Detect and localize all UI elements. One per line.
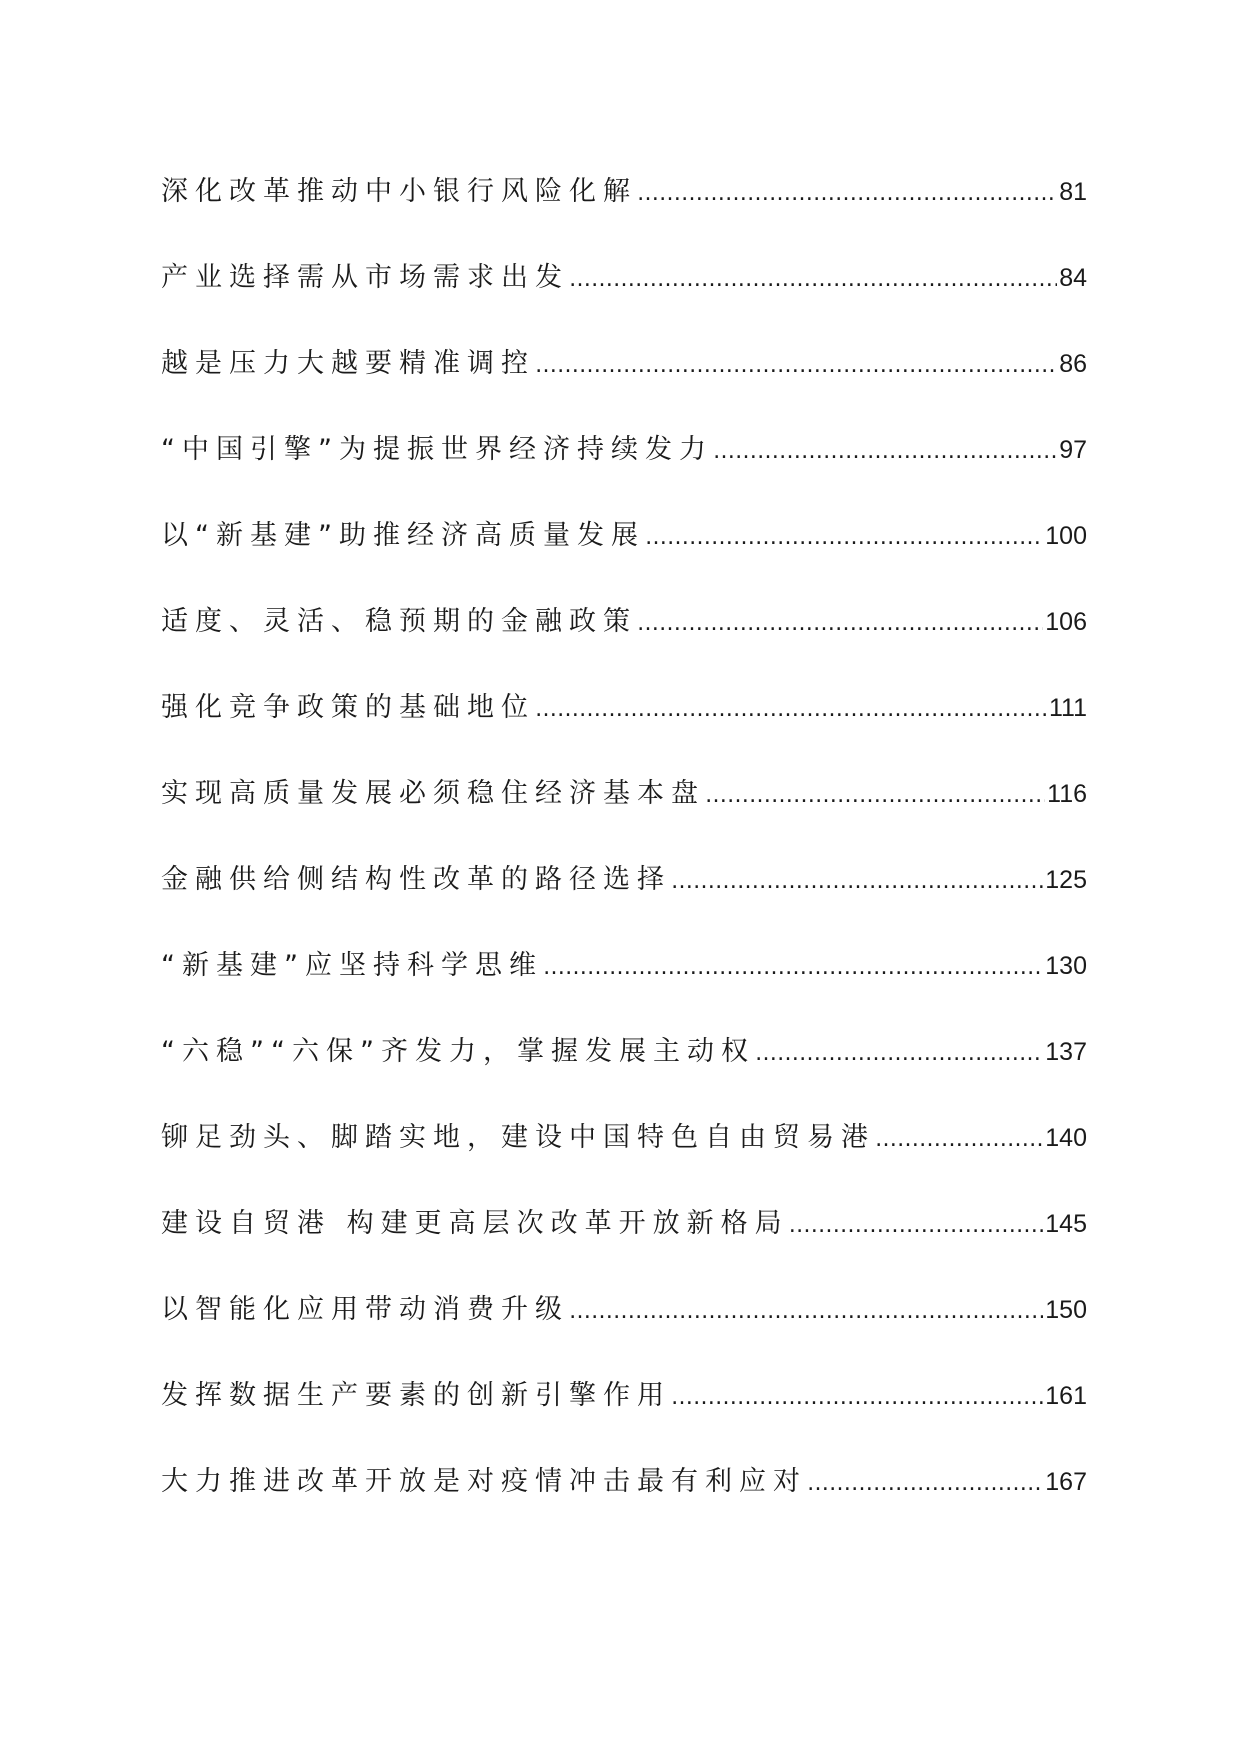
toc-page-number: 145 xyxy=(1045,1210,1087,1238)
toc-entry-title: “中国引擎”为提振世界经济持续发力 xyxy=(161,434,713,465)
toc-entry-title: 越是压力大越要精准调控 xyxy=(161,348,535,379)
toc-page-number: 150 xyxy=(1045,1296,1087,1324)
toc-entry-title: 强化竞争政策的基础地位 xyxy=(161,692,535,723)
toc-page-number: 97 xyxy=(1059,436,1087,464)
toc-entry-title: 金融供给侧结构性改革的路径选择 xyxy=(161,864,671,895)
toc-entry[interactable] xyxy=(161,172,1087,258)
toc-page-number: 161 xyxy=(1045,1382,1087,1410)
toc-page-number: 140 xyxy=(1045,1124,1087,1152)
toc-entry-title: “六稳”“六保”齐发力，掌握发展主动权 xyxy=(161,1036,755,1067)
toc-dot-leader xyxy=(569,1292,1043,1332)
toc-page-number: 130 xyxy=(1045,952,1087,980)
toc-dot-leader xyxy=(637,174,1057,214)
toc-entry[interactable] xyxy=(161,516,1087,602)
toc-dot-leader xyxy=(755,1034,1043,1074)
toc-entry[interactable] xyxy=(161,1118,1087,1204)
toc-entry[interactable] xyxy=(161,430,1087,516)
toc-entry[interactable] xyxy=(161,1290,1087,1376)
toc-dot-leader xyxy=(671,862,1043,902)
toc-entry-title: 建设自贸港 构建更高层次改革开放新格局 xyxy=(161,1208,789,1239)
toc-dot-leader xyxy=(713,432,1057,472)
toc-page-number: 167 xyxy=(1045,1468,1087,1496)
toc-entry[interactable] xyxy=(161,860,1087,946)
toc-page-number: 111 xyxy=(1048,694,1087,722)
toc-dot-leader xyxy=(807,1464,1043,1504)
toc-entry[interactable] xyxy=(161,774,1087,860)
toc-dot-leader xyxy=(705,776,1045,816)
toc-entry-title: “新基建”应坚持科学思维 xyxy=(161,950,543,981)
toc-entry-title: 以智能化应用带动消费升级 xyxy=(161,1294,569,1325)
toc-entry-title: 产业选择需从市场需求出发 xyxy=(161,262,569,293)
toc-entry[interactable] xyxy=(161,258,1087,344)
toc-page-number: 125 xyxy=(1045,866,1087,894)
toc-entry[interactable] xyxy=(161,1204,1087,1290)
toc-dot-leader xyxy=(543,948,1043,988)
toc-dot-leader xyxy=(535,346,1057,386)
toc-entry-title: 铆足劲头、脚踏实地，建设中国特色自由贸易港 xyxy=(161,1122,875,1153)
toc-entry-title: 以“新基建”助推经济高质量发展 xyxy=(161,520,645,551)
toc-dot-leader xyxy=(645,518,1043,558)
toc-entry-title: 大力推进改革开放是对疫情冲击最有利应对 xyxy=(161,1466,807,1497)
toc-page-number: 84 xyxy=(1059,264,1087,292)
toc-page-number: 86 xyxy=(1059,350,1087,378)
toc-dot-leader xyxy=(535,690,1047,730)
toc-dot-leader xyxy=(789,1206,1044,1246)
toc-entry[interactable] xyxy=(161,688,1087,774)
toc-entry-title: 深化改革推动中小银行风险化解 xyxy=(161,176,637,207)
toc-entry[interactable] xyxy=(161,946,1087,1032)
toc-entry-title: 发挥数据生产要素的创新引擎作用 xyxy=(161,1380,671,1411)
toc-entry[interactable] xyxy=(161,1032,1087,1118)
toc-entry[interactable] xyxy=(161,344,1087,430)
toc-page-number: 137 xyxy=(1045,1038,1087,1066)
toc-dot-leader xyxy=(671,1378,1043,1418)
toc-page-number: 106 xyxy=(1045,608,1087,636)
toc-entry[interactable] xyxy=(161,1462,1087,1548)
toc-page-number: 81 xyxy=(1059,178,1087,206)
toc-dot-leader xyxy=(637,604,1043,644)
toc-dot-leader xyxy=(569,260,1057,300)
toc-entry[interactable] xyxy=(161,1376,1087,1462)
toc-page-number: 100 xyxy=(1045,522,1087,550)
toc-entry-title: 实现高质量发展必须稳住经济基本盘 xyxy=(161,778,705,809)
toc-page-number: 116 xyxy=(1047,780,1087,808)
toc-dot-leader xyxy=(875,1120,1043,1160)
toc-entry-title: 适度、灵活、稳预期的金融政策 xyxy=(161,606,637,637)
toc-entry[interactable] xyxy=(161,602,1087,688)
table-of-contents xyxy=(161,172,1087,1548)
